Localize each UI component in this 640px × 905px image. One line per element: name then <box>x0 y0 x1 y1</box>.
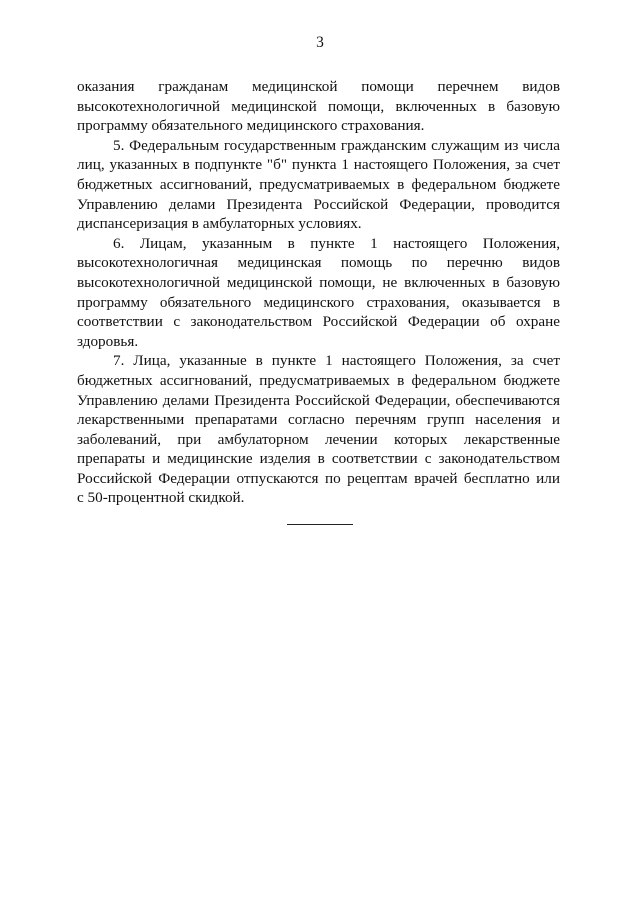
text-line: препараты и медицинские изделия в соответствии с законодательством <box>77 450 560 468</box>
text-line: заболеваний, при амбулаторном лечении которых лекарственные <box>77 430 560 448</box>
text-line: высокотехнологичной медицинской помощи, включенных в базовую <box>77 97 560 115</box>
text-line: бюджетных ассигнований, предусматриваемых в федеральном бюджете <box>77 371 560 389</box>
text-line: Российской Федерации отпускаются по рецептам врачей бесплатно или <box>77 469 560 487</box>
text-line: оказания гражданам медицинской помощи перечнем видов <box>77 78 560 95</box>
page-number: 3 <box>316 34 324 51</box>
text-line: Управлению делами Президента Российской Федерации, проводится <box>77 195 560 213</box>
text-line: высокотехнологичная медицинская помощь по перечню видов <box>77 254 560 272</box>
text-line: 5. Федеральным государственным гражданским служащим из числа <box>113 136 560 154</box>
document-body <box>77 77 560 508</box>
text-line: высокотехнологичной медицинской помощи, не включенных в базовую <box>77 273 560 291</box>
text-line: программу обязательного медицинского страхования. <box>77 117 425 135</box>
end-of-document-rule <box>287 524 353 525</box>
text-line: 6. Лицам, указанным в пункте 1 настоящего Положения, <box>113 234 560 252</box>
text-line: лекарственными препаратами согласно перечням групп населения и <box>77 411 560 429</box>
paragraph-item-7 <box>77 351 560 508</box>
paragraph-continuation <box>77 77 560 136</box>
text-line: здоровья. <box>77 332 139 350</box>
paragraph-item-5 <box>77 136 560 234</box>
text-line: бюджетных ассигнований, предусматриваемых в федеральном бюджете <box>77 175 560 193</box>
text-line: лиц, указанных в подпункте "б" пункта 1 настоящего Положения, за счет <box>77 156 560 174</box>
text-line: диспансеризация в амбулаторных условиях. <box>77 215 362 233</box>
text-line: программу обязательного медицинского страхования, оказывается в <box>77 293 560 311</box>
text-line: соответствии с законодательством Российской Федерации об охране <box>77 313 560 331</box>
text-line: 7. Лица, указанные в пункте 1 настоящего Положения, за счет <box>113 352 560 370</box>
text-line: с 50-процентной скидкой. <box>77 489 245 507</box>
paragraph-item-6 <box>77 234 560 352</box>
text-line: Управлению делами Президента Российской Федерации, обеспечиваются <box>77 391 560 409</box>
